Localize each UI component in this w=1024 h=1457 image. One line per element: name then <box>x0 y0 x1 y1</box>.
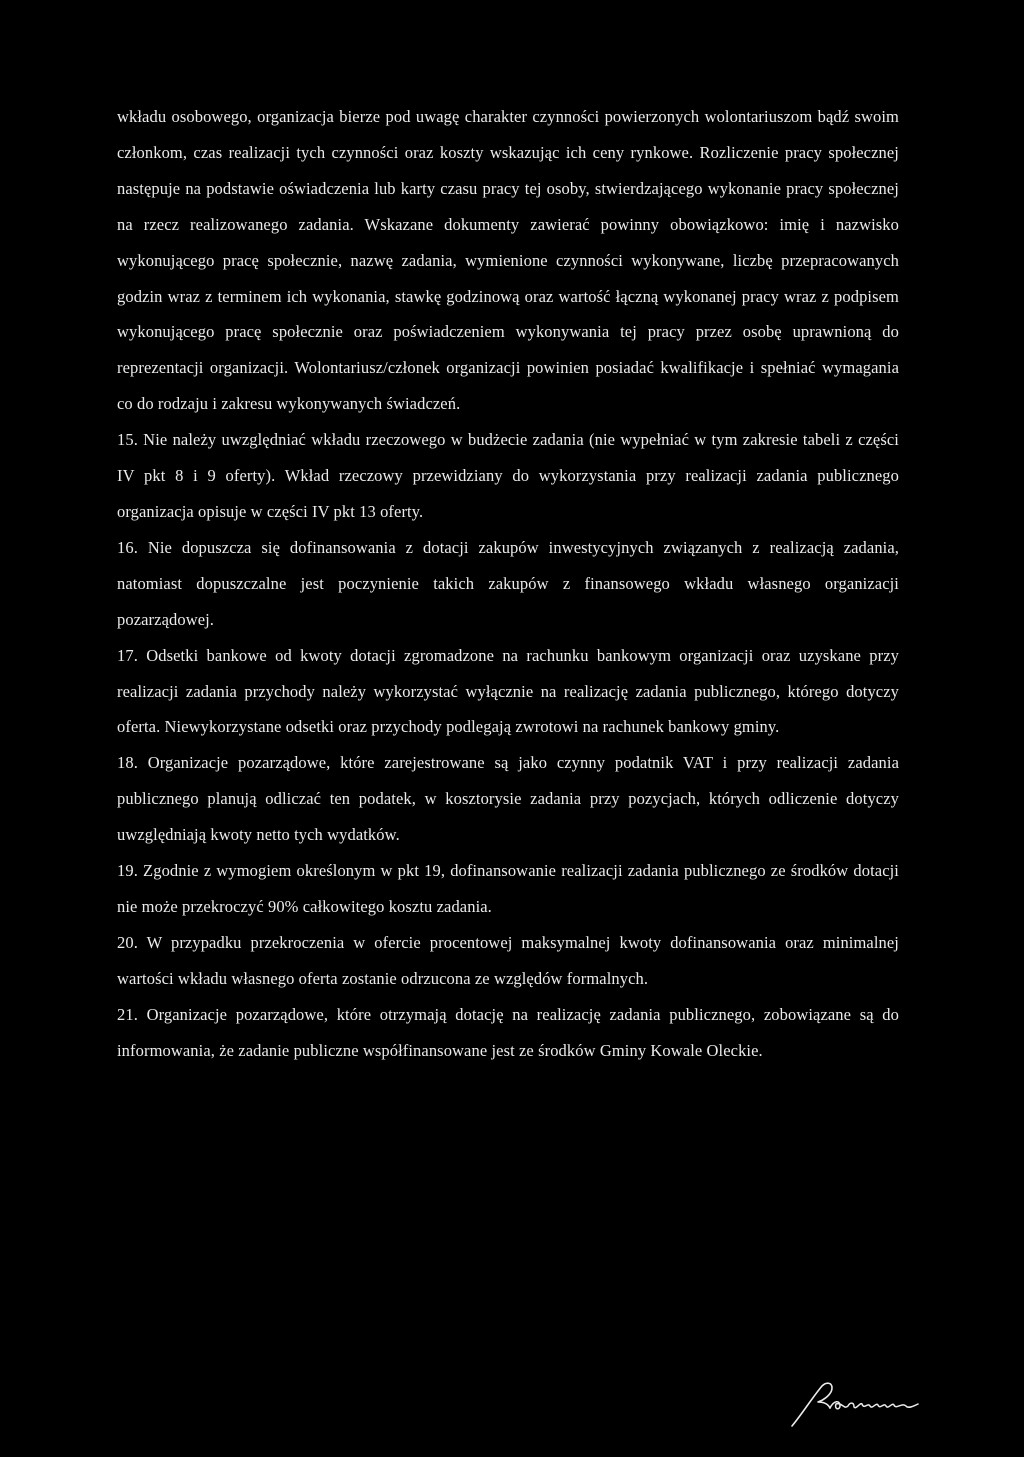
paragraph-17: 17. Odsetki bankowe od kwoty dotacji zgromadzone na rachunku bankowym organizacji oraz uzyskane przy realizacji zadania przychody należy wykorzystać wyłącznie na realizację zadania publicznego, którego dotyczy oferta. Niewykorzystane odsetki oraz przychody podlegają zwrotowi na rachunek bankowy gminy. <box>117 645 899 737</box>
paragraph-wklad-osobowy: wkładu osobowego, organizacja bierze pod uwagę charakter czynności powierzonych wolontariuszom bądź swoim członkom, czas realizacji tych czynności oraz koszty wskazując ich ceny rynkowe. Rozliczenie pracy społecznej następuje na podstawie oświadczenia lub karty czasu pracy tej osoby, stwierdzającego wykonanie pracy społecznej na rzecz realizowanego zadania. Wskazane dokumenty zawierać powinny obowiązkowo: imię i nazwisko wykonującego pracę społecznie, nazwę zadania, wymienione czynności wykonywane, liczbę przepracowanych godzin wraz z terminem ich wykonania, stawkę godzinową oraz wartość łączną wykonanej pracy wraz z podpisem wykonującego pracę społecznie oraz poświadczeniem wykonywania tej pracy przez osobę uprawnioną do reprezentacji organizacji. Wolontariusz/członek organizacji powinien posiadać kwalifikacje i spełniać wymagania co do rodzaju i zakresu wykonywanych świadczeń. <box>117 107 899 414</box>
signature-icon <box>788 1380 938 1428</box>
handwritten-signature <box>788 1380 938 1428</box>
paragraph-20: 20. W przypadku przekroczenia w ofercie procentowej maksymalnej kwoty dofinansowania oraz minimalnej wartości wkładu własnego oferta zostanie odrzucona ze względów formalnych. <box>117 932 899 988</box>
paragraph-18: 18. Organizacje pozarządowe, które zarejestrowane są jako czynny podatnik VAT i przy realizacji zadania publicznego planują odliczać ten podatek, w kosztorysie zadania przy pozycjach, których odliczenie dotyczy uwzględniają kwoty netto tych wydatków. <box>117 753 899 845</box>
paragraph-16: 16. Nie dopuszcza się dofinansowania z dotacji zakupów inwestycyjnych związanych z realizacją zadania, natomiast dopuszczalne jest poczynienie takich zakupów z finansowego wkładu własnego organizacji pozarządowej. <box>117 537 899 629</box>
paragraph-21: 21. Organizacje pozarządowe, które otrzymają dotację na realizację zadania publicznego, zobowiązane są do informowania, że zadanie publiczne współfinansowane jest ze środków Gminy Kowale Oleckie. <box>117 1004 899 1060</box>
document-body <box>117 99 899 1068</box>
paragraph-19: 19. Zgodnie z wymogiem określonym w pkt 19, dofinansowanie realizacji zadania publicznego ze środków dotacji nie może przekroczyć 90% całkowitego kosztu zadania. <box>117 861 899 916</box>
paragraph-15: 15. Nie należy uwzględniać wkładu rzeczowego w budżecie zadania (nie wypełniać w tym zakresie tabeli z części IV pkt 8 i 9 oferty). Wkład rzeczowy przewidziany do wykorzystania przy realizacji zadania publicznego organizacja opisuje w części IV pkt 13 oferty. <box>117 430 899 521</box>
